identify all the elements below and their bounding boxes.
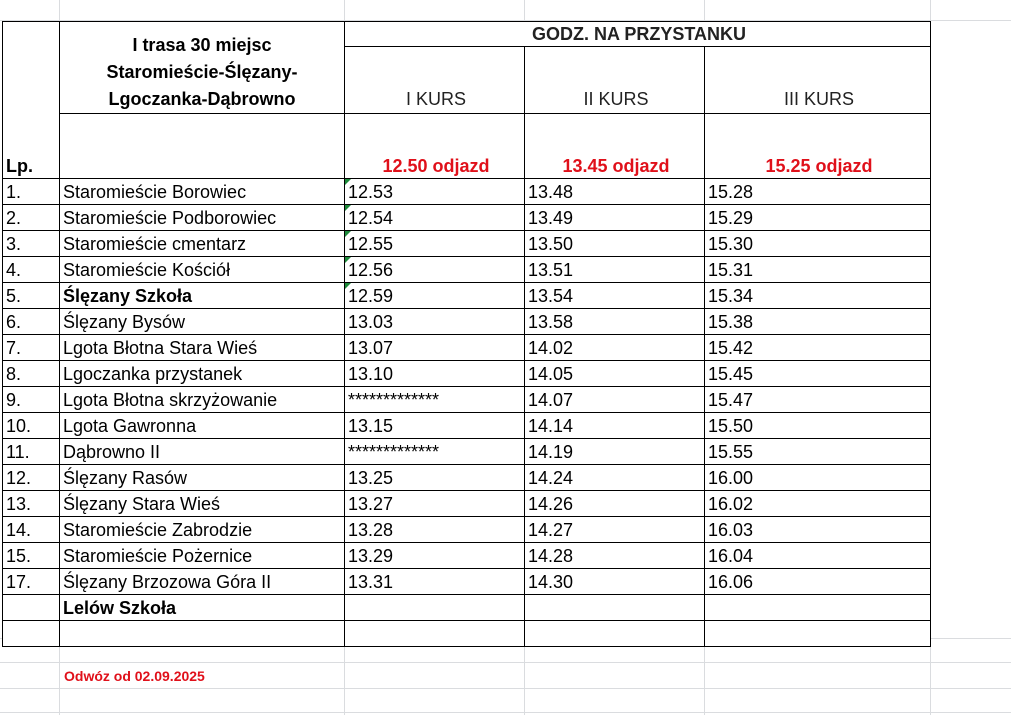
course-1-time-cell[interactable]: 13.07 [345, 335, 525, 361]
course-1-time-cell[interactable]: 13.29 [345, 543, 525, 569]
course-1-time-cell[interactable]: 12.54 [345, 205, 525, 231]
course-3-time-cell[interactable]: 15.42 [705, 335, 931, 361]
lp-cell[interactable]: 11. [3, 439, 60, 465]
stop-name-cell[interactable]: Lgota Błotna Stara Wieś [60, 335, 345, 361]
schedule-table [2, 21, 931, 647]
table-row [3, 413, 931, 439]
table-row [3, 387, 931, 413]
lp-cell[interactable]: 4. [3, 257, 60, 283]
stop-name-cell[interactable]: Ślęzany Rasów [60, 465, 345, 491]
course-1-time-cell[interactable]: 12.56 [345, 257, 525, 283]
course-1-time-cell[interactable]: 12.53 [345, 179, 525, 205]
course-1-time-cell[interactable]: 13.03 [345, 309, 525, 335]
course-2-time-cell[interactable] [525, 621, 705, 647]
course-1-time-cell[interactable]: 12.55 [345, 231, 525, 257]
table-row [3, 543, 931, 569]
course-1-time-cell[interactable] [345, 595, 525, 621]
course-1-time-cell[interactable]: ************* [345, 387, 525, 413]
lp-cell[interactable]: 9. [3, 387, 60, 413]
course-2-time-cell[interactable]: 13.51 [525, 257, 705, 283]
course-3-time-cell[interactable]: 16.04 [705, 543, 931, 569]
course-1-time-cell[interactable]: 13.27 [345, 491, 525, 517]
course-2-header: II KURS [525, 47, 705, 114]
lp-cell[interactable] [3, 621, 60, 647]
table-row [3, 621, 931, 647]
stop-name-cell[interactable]: Staromieście Podborowiec [60, 205, 345, 231]
stop-name-cell[interactable]: Ślęzany Stara Wieś [60, 491, 345, 517]
stop-name-cell[interactable]: Staromieście Borowiec [60, 179, 345, 205]
course-1-time-cell[interactable]: 13.15 [345, 413, 525, 439]
stop-name-cell[interactable] [60, 621, 345, 647]
stop-name-cell[interactable]: Staromieście Pożernice [60, 543, 345, 569]
table-row [3, 595, 931, 621]
table-row [3, 569, 931, 595]
route-title-line-1: I trasa 30 miejsc [132, 35, 272, 55]
course-3-departure: 15.25 odjazd [705, 114, 931, 179]
course-2-time-cell[interactable]: 14.19 [525, 439, 705, 465]
route-title-cell [60, 22, 345, 114]
course-3-time-cell[interactable] [705, 621, 931, 647]
course-3-time-cell[interactable]: 15.50 [705, 413, 931, 439]
lp-cell[interactable]: 8. [3, 361, 60, 387]
course-1-time-cell[interactable] [345, 621, 525, 647]
course-2-time-cell[interactable] [525, 595, 705, 621]
lp-cell[interactable]: 7. [3, 335, 60, 361]
course-1-departure: 12.50 odjazd [345, 114, 525, 179]
lp-cell[interactable]: 2. [3, 205, 60, 231]
course-3-time-cell[interactable]: 16.06 [705, 569, 931, 595]
lp-cell[interactable]: 17. [3, 569, 60, 595]
course-2-time-cell[interactable]: 14.27 [525, 517, 705, 543]
table-row [3, 179, 931, 205]
stop-times-header: GODZ. NA PRZYSTANKU [345, 22, 931, 47]
course-2-time-cell[interactable]: 13.50 [525, 231, 705, 257]
course-2-time-cell[interactable]: 14.05 [525, 361, 705, 387]
lp-cell[interactable]: 1. [3, 179, 60, 205]
course-2-time-cell[interactable]: 14.02 [525, 335, 705, 361]
course-3-time-cell[interactable]: 16.03 [705, 517, 931, 543]
table-row [3, 361, 931, 387]
table-row [3, 517, 931, 543]
course-3-time-cell[interactable]: 15.38 [705, 309, 931, 335]
course-2-time-cell[interactable]: 14.24 [525, 465, 705, 491]
stop-name-cell[interactable]: Ślęzany Brzozowa Góra II [60, 569, 345, 595]
table-row [3, 309, 931, 335]
stop-name-cell[interactable]: Dąbrowno II [60, 439, 345, 465]
course-3-time-cell[interactable]: 15.47 [705, 387, 931, 413]
lp-cell[interactable] [3, 595, 60, 621]
lp-header: Lp. [3, 22, 60, 179]
course-1-time-cell[interactable]: 13.25 [345, 465, 525, 491]
course-1-time-cell[interactable]: 13.28 [345, 517, 525, 543]
course-3-time-cell[interactable]: 15.31 [705, 257, 931, 283]
lp-cell[interactable]: 5. [3, 283, 60, 309]
stop-name-cell[interactable]: Ślęzany Szkoła [60, 283, 345, 309]
table-row [3, 439, 931, 465]
course-3-header: III KURS [705, 47, 931, 114]
lp-cell[interactable]: 15. [3, 543, 60, 569]
course-2-time-cell[interactable]: 13.54 [525, 283, 705, 309]
stop-name-cell[interactable]: Staromieście Zabrodzie [60, 517, 345, 543]
table-row [3, 283, 931, 309]
stop-name-cell[interactable]: Lgoczanka przystanek [60, 361, 345, 387]
lp-cell[interactable]: 13. [3, 491, 60, 517]
lp-cell[interactable]: 10. [3, 413, 60, 439]
route-title-line-3: Lgoczanka-Dąbrowno [108, 89, 296, 109]
course-3-time-cell[interactable]: 16.00 [705, 465, 931, 491]
course-3-time-cell[interactable]: 15.29 [705, 205, 931, 231]
course-1-time-cell[interactable]: ************* [345, 439, 525, 465]
table-row [3, 491, 931, 517]
course-1-time-cell[interactable]: 13.10 [345, 361, 525, 387]
course-3-time-cell[interactable]: 16.02 [705, 491, 931, 517]
lp-cell[interactable]: 12. [3, 465, 60, 491]
course-2-time-cell[interactable]: 13.49 [525, 205, 705, 231]
course-2-time-cell[interactable]: 14.30 [525, 569, 705, 595]
course-3-time-cell[interactable]: 15.28 [705, 179, 931, 205]
table-row [3, 231, 931, 257]
course-2-time-cell[interactable]: 13.58 [525, 309, 705, 335]
stop-name-cell[interactable]: Staromieście cmentarz [60, 231, 345, 257]
course-3-time-cell[interactable] [705, 595, 931, 621]
course-1-header: I KURS [345, 47, 525, 114]
course-1-time-cell[interactable]: 13.31 [345, 569, 525, 595]
course-3-time-cell[interactable]: 15.45 [705, 361, 931, 387]
stop-name-cell[interactable]: Staromieście Kościół [60, 257, 345, 283]
course-2-time-cell[interactable]: 14.14 [525, 413, 705, 439]
lp-cell[interactable]: 6. [3, 309, 60, 335]
lp-cell[interactable]: 14. [3, 517, 60, 543]
return-note: Odwóz od 02.09.2025 [64, 668, 205, 684]
course-2-time-cell[interactable]: 14.28 [525, 543, 705, 569]
route-title-line-2: Staromieście-Ślęzany- [106, 62, 298, 82]
course-2-departure: 13.45 odjazd [525, 114, 705, 179]
course-2-time-cell[interactable]: 14.07 [525, 387, 705, 413]
course-3-time-cell[interactable]: 15.34 [705, 283, 931, 309]
table-row [3, 257, 931, 283]
course-1-time-cell[interactable]: 12.59 [345, 283, 525, 309]
course-2-time-cell[interactable]: 13.48 [525, 179, 705, 205]
blank-header-cell [60, 114, 345, 179]
table-row [3, 465, 931, 491]
stop-name-cell[interactable]: Ślęzany Bysów [60, 309, 345, 335]
course-2-time-cell[interactable]: 14.26 [525, 491, 705, 517]
stop-name-cell[interactable]: Lgota Gawronna [60, 413, 345, 439]
table-row [3, 335, 931, 361]
table-row [3, 205, 931, 231]
stop-name-cell[interactable]: Lelów Szkoła [60, 595, 345, 621]
course-3-time-cell[interactable]: 15.55 [705, 439, 931, 465]
stop-name-cell[interactable]: Lgota Błotna skrzyżowanie [60, 387, 345, 413]
lp-cell[interactable]: 3. [3, 231, 60, 257]
course-3-time-cell[interactable]: 15.30 [705, 231, 931, 257]
